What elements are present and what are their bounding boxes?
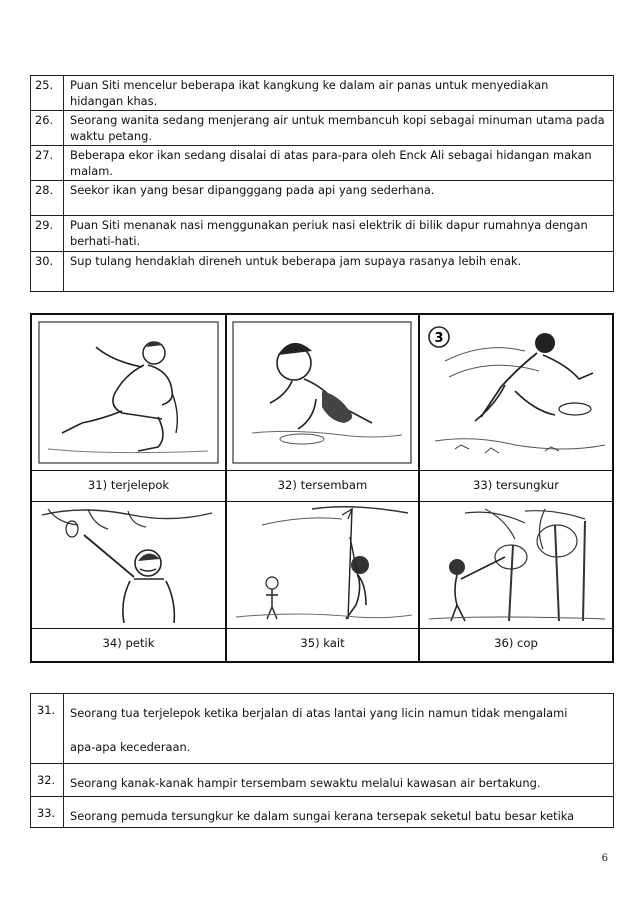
row-text-line: Sup tulang hendaklah direneh untuk beberapa jam supaya rasanya lebih enak. <box>70 254 522 268</box>
row-number: 28. <box>31 181 64 216</box>
row-text <box>64 216 614 252</box>
row-text <box>64 764 614 797</box>
row-text-line: Seorang pemuda tersungkur ke dalam sungai kerana tersepak seketul batu besar ketika <box>70 809 575 823</box>
row-text <box>64 694 614 764</box>
table-row <box>31 181 614 216</box>
picture-vocabulary-grid <box>30 313 614 663</box>
row-text-line: apa-apa kecederaan. <box>70 740 191 754</box>
row-text <box>64 797 614 828</box>
row-text-line: Seekor ikan yang besar dipangggang pada api yang sederhana. <box>70 183 435 197</box>
row-number: 30. <box>31 252 64 292</box>
sentence-table-25-30 <box>30 75 614 292</box>
row-text-line: Seorang wanita sedang menjerang air untuk membancuh kopi sebagai minuman utama pada <box>70 113 605 127</box>
row-number: 32. <box>31 764 64 797</box>
row-text-line: Beberapa ekor ikan sedang disalai di atas para-para oleh Enck Ali sebagai hidangan makan <box>70 148 592 162</box>
row-number: 26. <box>31 111 64 146</box>
row-number: 31. <box>31 694 64 764</box>
row-number: 25. <box>31 76 64 111</box>
table-row <box>31 76 614 111</box>
table-row <box>31 797 614 828</box>
sentence-table-31-33 <box>30 693 614 828</box>
caption-tersungkur: 33) tersungkur <box>473 478 559 492</box>
row-text-line: Puan Siti mencelur beberapa ikat kangkung ke dalam air panas untuk menyediakan <box>70 78 549 92</box>
row-text-line: Puan Siti menanak nasi menggunakan periuk nasi elektrik di bilik dapur rumahnya dengan <box>70 218 588 232</box>
caption-petik: 34) petik <box>102 636 155 650</box>
picture-badge: 3 <box>434 331 444 346</box>
table-row <box>31 216 614 252</box>
caption-cop: 36) cop <box>494 636 538 650</box>
row-number: 27. <box>31 146 64 181</box>
row-text <box>64 111 614 146</box>
page-number: 6 <box>601 853 608 864</box>
table-row <box>31 252 614 292</box>
row-text <box>64 146 614 181</box>
row-text <box>64 181 614 216</box>
row-text-line: berhati-hati. <box>70 234 141 248</box>
stumbling-man-illustration <box>425 321 607 464</box>
fruit-hooking-boy-illustration <box>232 505 412 623</box>
caption-kait: 35) kait <box>300 636 345 650</box>
fallen-man-illustration <box>38 321 219 464</box>
row-number: 29. <box>31 216 64 252</box>
row-number: 33. <box>31 797 64 828</box>
row-text-line: waktu petang. <box>70 129 152 143</box>
row-text-line: malam. <box>70 164 113 178</box>
table-row <box>31 764 614 797</box>
table-row <box>31 111 614 146</box>
table-row <box>31 694 614 764</box>
row-text <box>64 252 614 292</box>
row-text-line: hidangan khas. <box>70 94 158 108</box>
row-text <box>64 76 614 111</box>
row-text-line: Seorang tua terjelepok ketika berjalan di atas lantai yang licin namun tidak mengalami <box>70 706 568 720</box>
grid-divider <box>32 501 612 502</box>
falling-child-illustration <box>232 321 412 464</box>
fruit-picking-man-illustration <box>38 505 219 623</box>
palm-harvester-illustration <box>425 505 607 623</box>
caption-terjelepok: 31) terjelepok <box>87 478 170 492</box>
table-row <box>31 146 614 181</box>
caption-tersembam: 32) tersembam <box>277 478 368 492</box>
row-text-line: Seorang kanak-kanak hampir tersembam sewaktu melalui kawasan air bertakung. <box>70 776 541 790</box>
